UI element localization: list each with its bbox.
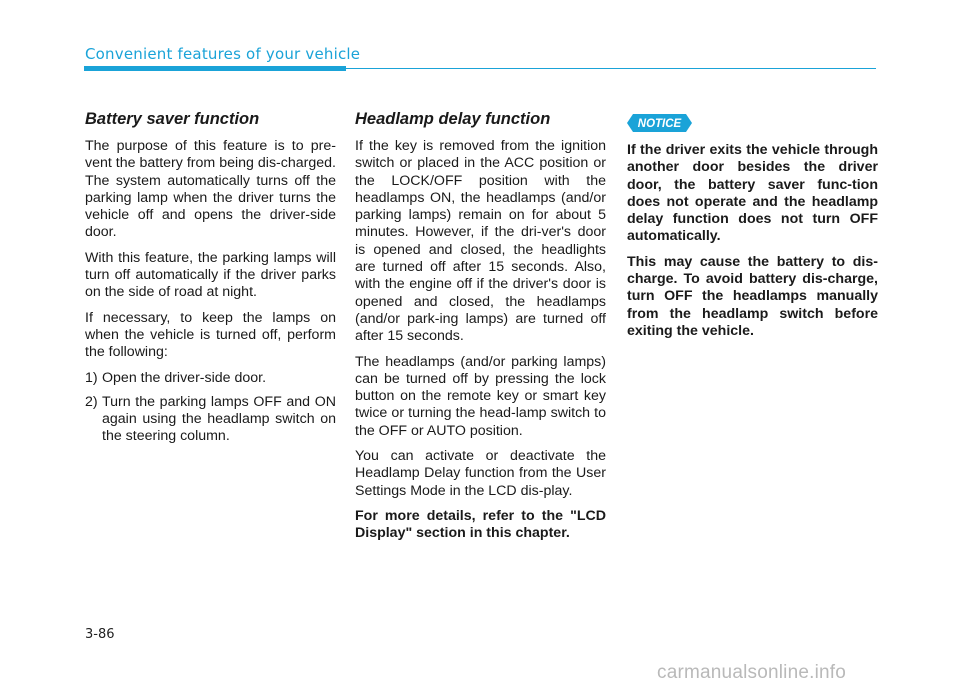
headlamp-delay-paragraph: If the key is removed from the ignition switch or placed in the ACC position or the LOCK/OFF position with the headlamps ON, the headlamps (and/or parking lamps) remain on for about 5 minutes. However, if the dri-ver's door is opened and closed, the headlights are turned off after 15 seconds. Also, with the engine off if the driver's door is opened and closed, the headlamps (and/or park-ing lamps) are turned off after 15 seconds. — [355, 138, 606, 345]
battery-saver-steps — [85, 370, 336, 446]
battery-saver-paragraph: With this feature, the parking lamps will turn off automatically if the driver parks on the side of road at night. — [85, 249, 336, 301]
page-number: 3-86 — [85, 627, 115, 642]
headlamp-delay-paragraph: The headlamps (and/or parking lamps) can be turned off by pressing the lock button on the remote key or smart key twice or turning the head-lamp switch to the OFF or AUTO position. — [355, 353, 606, 439]
header-rule — [346, 68, 876, 69]
battery-saver-section — [85, 110, 336, 453]
headlamp-delay-reference-note: For more details, refer to the "LCD Display" section in this chapter. — [355, 507, 606, 542]
notice-badge — [627, 114, 692, 132]
headlamp-delay-section — [355, 110, 606, 551]
headlamp-delay-paragraph: You can activate or deactivate the Headlamp Delay function from the User Settings Mode in the LCD dis-play. — [355, 448, 606, 499]
step-number: 1) — [85, 369, 98, 386]
header-accent-bar — [84, 66, 346, 71]
step-item — [85, 394, 336, 446]
notice-badge-label: NOTICE — [637, 118, 682, 131]
notice-badge-shape — [627, 114, 692, 132]
battery-saver-paragraph: If necessary, to keep the lamps on when the vehicle is turned off, perform the following: — [85, 309, 336, 361]
step-text: Open the driver-side door. — [102, 369, 267, 386]
step-item — [85, 370, 336, 387]
notice-section — [627, 142, 878, 348]
notice-paragraph: This may cause the battery to dis-charge. To avoid battery dis-charge, turn OFF the headlamps manually from the headlamp switch before exiting the vehicle. — [627, 253, 878, 339]
battery-saver-heading: Battery saver function — [85, 110, 260, 128]
step-text: Turn the parking lamps OFF and ON again using the headlamp switch on the steering column. — [102, 393, 336, 445]
headlamp-delay-heading: Headlamp delay function — [355, 110, 551, 128]
watermark: carmanualsonline.info — [657, 662, 847, 683]
battery-saver-paragraph: The purpose of this feature is to pre-vent the battery from being dis-charged. The system automatically turns off the parking lamp when the driver turns the vehicle off and opens the driver-side door. — [85, 138, 336, 241]
notice-paragraph: If the driver exits the vehicle through another door besides the driver door, the battery saver func-tion does not operate and the headlamp delay function does not turn OFF automatically. — [627, 142, 878, 245]
step-number: 2) — [85, 393, 98, 410]
section-title: Convenient features of your vehicle — [85, 45, 361, 63]
